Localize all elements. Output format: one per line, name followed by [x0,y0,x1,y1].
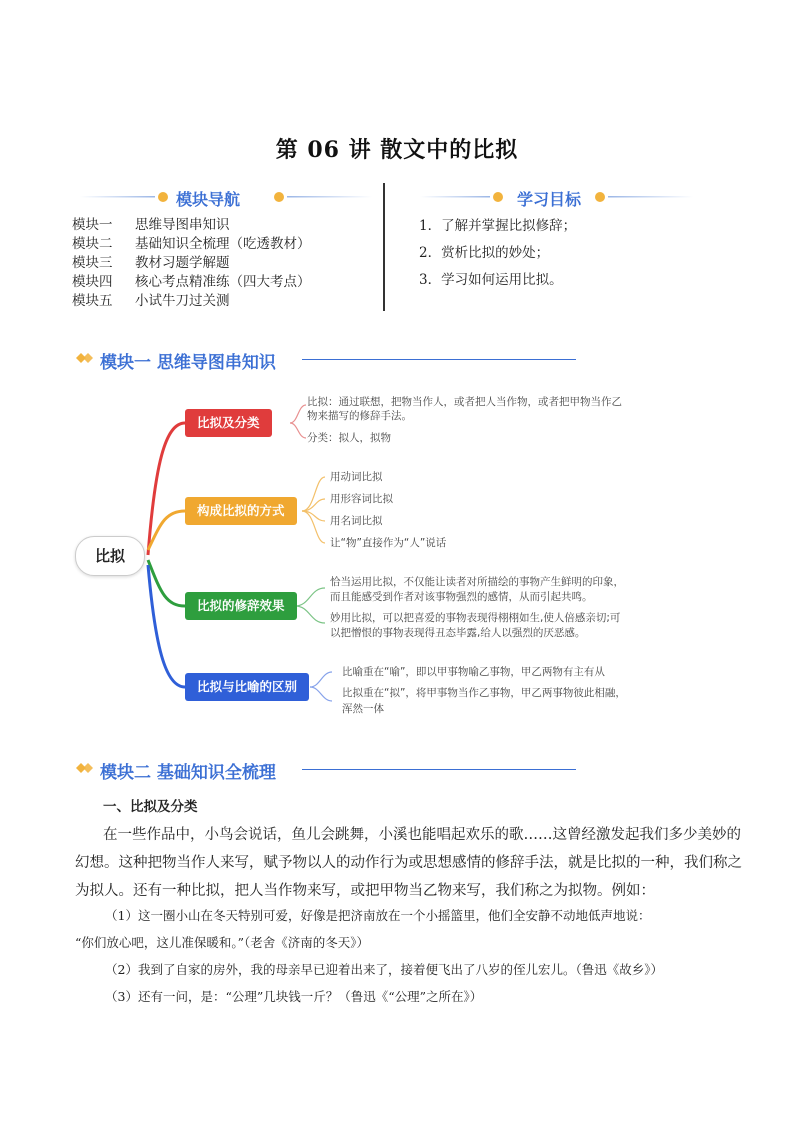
nav-item[interactable]: 模块二 基础知识全梳理（吃透教材） [72,236,311,252]
leaf-text: 分类：拟人，拟物 [307,432,391,444]
nav-item[interactable]: 模块四 核心考点精准练（四大考点） [72,274,311,290]
example-line: （2）我到了自家的房外，我的母亲早已迎着出来了，接着便飞出了八岁的侄儿宏儿。（鲁迅《故乡》） [105,962,663,977]
leaf-text: 用动词比拟 [330,471,383,483]
module1-heading: 模块一 思维导图串知识 [100,353,276,373]
goal-item: 3．学习如何运用比拟。 [419,272,563,288]
module1-rule [302,359,576,360]
nav-item[interactable]: 模块一 思维导图串知识 [72,217,230,233]
subsection-heading: 一、比拟及分类 [103,799,198,815]
body-paragraph-line: 在一些作品中，小鸟会说话，鱼儿会跳舞，小溪也能唱起欢乐的歌……这曾经激发起我们多少美妙的 [103,827,741,843]
goals-heading: 学习目标 [517,190,582,209]
leaf-text: 让“物”直接作为“人”说话 [330,537,447,549]
page-title: 第 06 讲 散文中的比拟 [275,137,519,163]
branch-methods: 构成比拟的方式 [185,497,297,525]
leaf-text: 比拟重在“拟”，将甲事物当作乙事物，甲乙两事物彼此相融， [342,687,626,699]
branch-effects: 比拟的修辞效果 [185,592,297,620]
double-diamond-icon [76,351,98,369]
leaf-text: 以把憎恨的事物表现得丑态毕露,给人以强烈的厌恶感。 [330,627,586,639]
double-diamond-icon [76,761,98,779]
nav-item[interactable]: 模块三 教材习题学解题 [72,255,230,271]
nav-heading: 模块导航 [176,190,241,209]
module-nav-list [72,216,311,311]
example-line: （3）还有一问，是：“公理”几块钱一斤？（鲁迅《“公理”之所在》） [105,989,483,1004]
column-divider [383,183,385,311]
leaf-text: 物来描写的修辞手法。 [307,410,412,422]
body-paragraph-line: 幻想。这种把物当作人来写，赋予物以人的动作行为或思想感情的修辞手法，就是比拟的一种，我们称之 [75,855,742,871]
branch-classification: 比拟及分类 [185,409,272,437]
leaf-text: 浑然一体 [342,703,384,715]
goal-item: 1．了解并掌握比拟修辞； [419,218,577,234]
leaf-text: 而且能感受到作者对该事物强烈的感情，从而引起共鸣。 [330,591,593,603]
leaf-text: 用形容词比拟 [330,493,393,505]
goal-item: 2．赏析比拟的妙处； [419,245,550,261]
example-line: “你们放心吧，这儿准保暖和。”（老舍《济南的冬天》） [75,935,370,950]
branch-difference: 比拟与比喻的区别 [185,673,309,701]
example-line: （1）这一圈小山在冬天特别可爱，好像是把济南放在一个小摇篮里，他们全安静不动地低声地说： [105,908,651,923]
body-paragraph-line: 为拟人。还有一种比拟，把人当作物来写，或把甲物当乙物来写，我们称之为拟物。例如： [75,883,655,899]
leaf-text: 妙用比拟，可以把喜爱的事物表现得栩栩如生,使人倍感亲切;可 [330,612,621,624]
leaf-text: 用名词比拟 [330,515,383,527]
leaf-text: 恰当运用比拟，不仅能让读者对所描绘的事物产生鲜明的印象， [330,576,624,588]
leaf-text: 比拟：通过联想，把物当作人，或者把人当作物，或者把甲物当作乙 [307,396,622,408]
module2-heading: 模块二 基础知识全梳理 [100,763,276,783]
leaf-text: 比喻重在“喻”，即以甲事物喻乙事物，甲乙两物有主有从 [342,666,605,678]
nav-item[interactable]: 模块五 小试牛刀过关测 [72,293,230,309]
mindmap-root: 比拟 [75,536,145,576]
module2-rule [302,769,576,770]
